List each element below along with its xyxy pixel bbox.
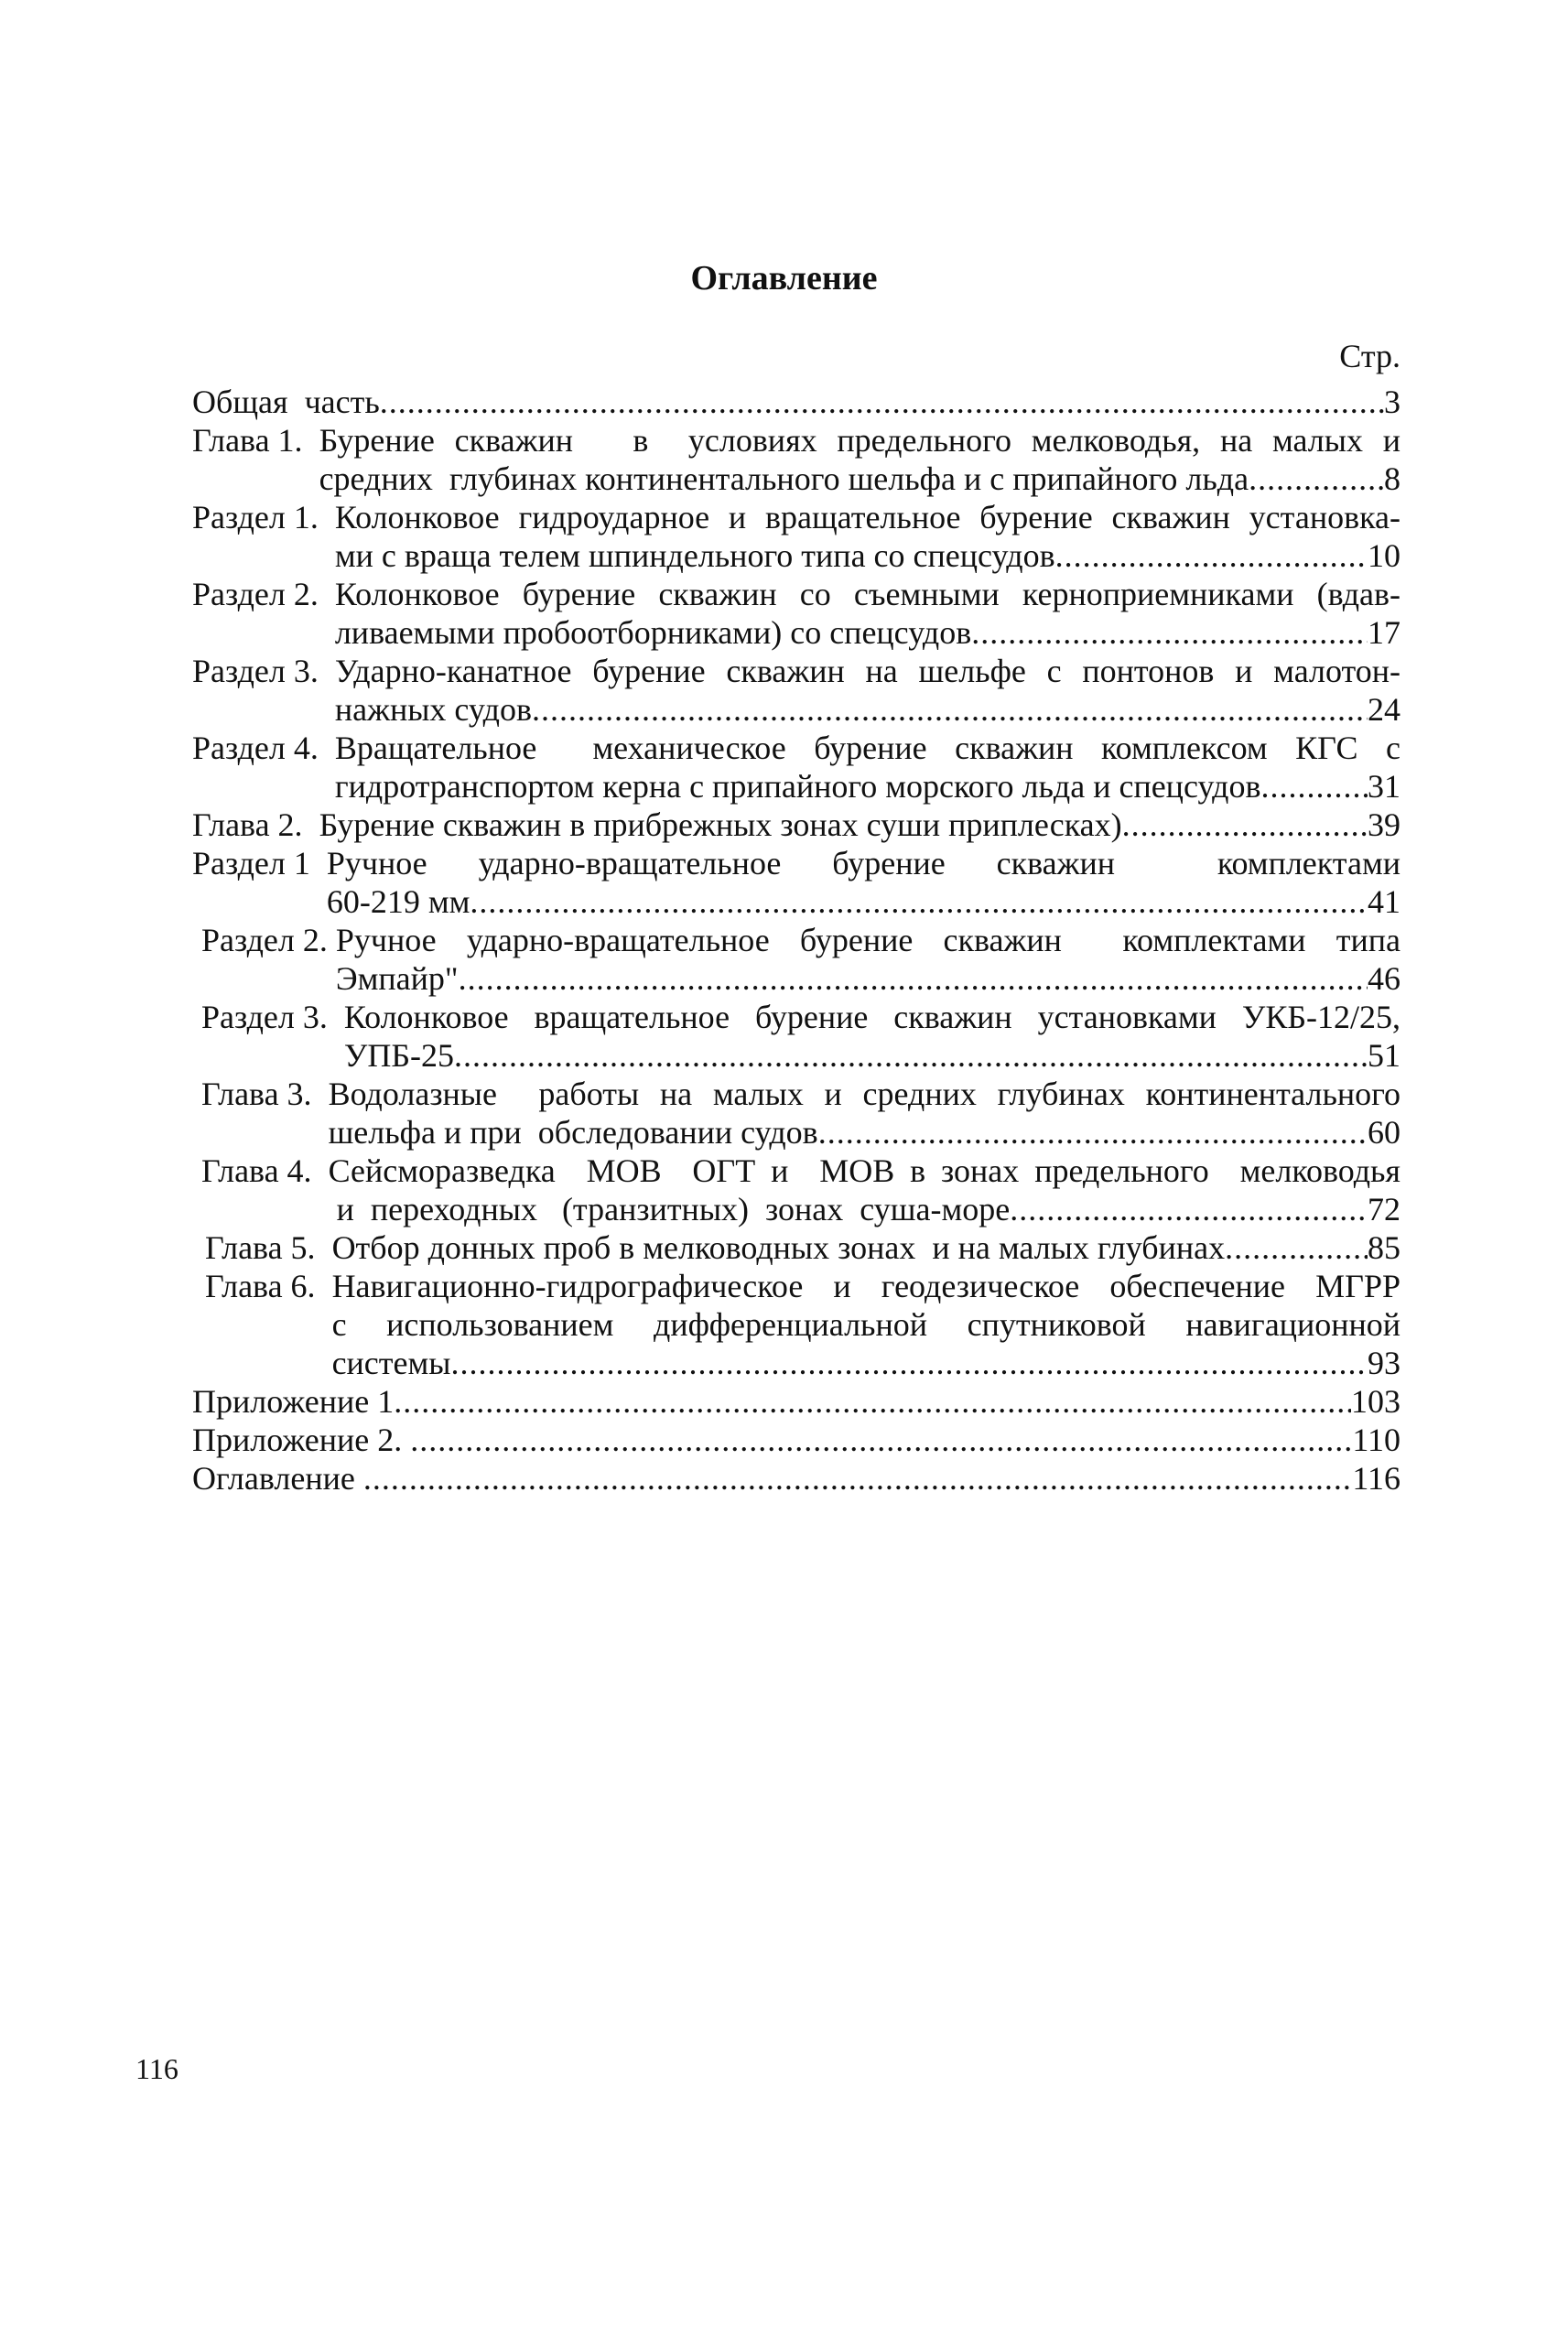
toc-entry — [192, 1382, 1400, 1421]
toc-entry-final-line — [329, 1113, 1400, 1152]
table-of-contents — [192, 337, 1400, 1498]
toc-entry-final-line — [335, 690, 1400, 729]
toc-entry — [192, 1267, 1400, 1382]
toc-entry-text: УПБ-25 — [343, 1037, 454, 1074]
toc-entry-text: ми с враща телем шпиндельного типа со спецсудов — [334, 537, 1055, 574]
toc-entry-text: Колонковое бурение скважин со съемными керноприемниками (вдав- — [334, 576, 1400, 612]
toc-entry-final-line — [192, 1459, 1400, 1498]
toc-entry — [192, 729, 1400, 806]
dot-leader — [1055, 536, 1368, 575]
toc-entry-text-line — [335, 729, 1400, 767]
toc-entry — [192, 1421, 1400, 1459]
toc-entry-text-line — [327, 844, 1400, 882]
toc-page-number: 85 — [1368, 1229, 1400, 1266]
toc-entry — [192, 383, 1400, 421]
toc-entry-final-line — [192, 1421, 1400, 1459]
toc-entry-text-line — [335, 498, 1400, 536]
toc-entry-text-line — [329, 1075, 1400, 1113]
toc-entry-text: Отбор донных проб в мелководных зонах и на малых глубинах — [331, 1229, 1226, 1266]
toc-entry — [192, 1152, 1400, 1228]
dot-leader — [450, 1344, 1368, 1382]
toc-entry-label: Раздел 3. — [201, 999, 344, 1035]
toc-page-number: 110 — [1352, 1422, 1400, 1458]
toc-entry-text: Оглавление — [192, 1460, 363, 1497]
toc-entry-label: Глава 3. — [201, 1076, 329, 1112]
toc-entry-text-line — [319, 421, 1400, 460]
toc-entry — [192, 806, 1400, 844]
toc-entry-label: Глава 5. — [205, 1229, 332, 1266]
toc-entry — [192, 1228, 1400, 1267]
toc-page-number: 46 — [1368, 960, 1400, 997]
dot-leader — [454, 1036, 1368, 1075]
toc-entry-text: Приложение 1 — [192, 1383, 395, 1420]
toc-entry-text: Колонковое гидроударное и вращательное бурение скважин установка- — [334, 499, 1400, 535]
toc-page-number: 39 — [1368, 806, 1400, 843]
toc-entry-label: Глава 1. — [192, 422, 319, 459]
page-column-header: Стр. — [1339, 338, 1400, 374]
toc-page-number: 17 — [1368, 614, 1400, 651]
toc-page-number: 24 — [1368, 691, 1400, 728]
toc-entry-text: Ручное ударно-вращательное бурение скважин комплектами — [326, 845, 1400, 881]
toc-entry — [192, 1075, 1400, 1152]
toc-entry-text: ливаемыми пробоотборниками) со спецсудов — [334, 614, 972, 651]
toc-entry-label: Раздел 1 — [192, 845, 327, 881]
toc-entry-text-line — [332, 1305, 1400, 1344]
toc-entry — [192, 421, 1400, 498]
toc-entry-final-line — [332, 1344, 1400, 1382]
toc-page-number: 41 — [1368, 883, 1400, 920]
toc-entry-label: Глава 6. — [205, 1268, 332, 1304]
toc-entry-final-line — [335, 536, 1400, 575]
dot-leader — [380, 383, 1384, 421]
toc-entry-label: Раздел 4. — [192, 730, 335, 766]
toc-page-number: 116 — [1352, 1460, 1400, 1497]
toc-entry-final-line — [344, 1036, 1400, 1075]
toc-entry-final-line — [336, 959, 1400, 998]
dot-leader — [363, 1459, 1352, 1498]
toc-entry-final-line — [335, 613, 1400, 652]
toc-page-number: 93 — [1368, 1345, 1400, 1381]
toc-page-number: 8 — [1384, 460, 1400, 497]
toc-entry-text: и переходных (транзитных) зонах суша-море — [328, 1191, 1011, 1227]
toc-entry-label: Раздел 2. — [201, 922, 336, 958]
toc-page-number: 72 — [1368, 1191, 1400, 1227]
toc-entry-text-line — [332, 1267, 1400, 1305]
toc-entry-label: Глава 4. — [201, 1152, 329, 1189]
toc-entry-final-line — [327, 882, 1400, 921]
dot-leader — [470, 882, 1368, 921]
toc-entries — [192, 383, 1400, 1498]
dot-leader — [1010, 1190, 1368, 1228]
toc-entry-final-line — [192, 383, 1400, 421]
toc-page-number: 31 — [1368, 768, 1400, 805]
toc-entry-text-line — [336, 921, 1400, 959]
toc-entry — [192, 921, 1400, 998]
page-number: 116 — [135, 2052, 178, 2085]
toc-entry-final-line — [319, 460, 1400, 498]
toc-entry-text: шельфа и при обследовании судов — [328, 1114, 818, 1151]
toc-entry — [192, 1459, 1400, 1498]
dot-leader — [410, 1421, 1352, 1459]
toc-entry-text: Бурение скважин в прибрежных зонах суши приплесках) — [319, 806, 1122, 843]
toc-entry — [192, 498, 1400, 575]
page-title: Оглавление — [690, 259, 878, 297]
toc-entry-final-line — [192, 1382, 1400, 1421]
dot-leader — [1261, 767, 1368, 806]
dot-leader — [1122, 806, 1368, 844]
toc-page-number: 3 — [1384, 384, 1400, 420]
toc-entry-label: Раздел 1. — [192, 499, 335, 535]
toc-page-number: 51 — [1368, 1037, 1400, 1074]
toc-entry-text: системы — [331, 1345, 451, 1381]
dot-leader — [394, 1382, 1351, 1421]
toc-entry-final-line — [329, 1190, 1400, 1228]
dot-leader — [818, 1113, 1368, 1152]
toc-entry-text: Ударно-канатное бурение скважин на шельфе с понтонов и малотон- — [334, 653, 1400, 689]
toc-entry-label: Глава 2. — [192, 806, 319, 843]
toc-entry-text-line — [329, 1152, 1400, 1190]
toc-entry-text: Водолазные работы на малых и средних глубинах континентального — [328, 1076, 1400, 1112]
toc-entry-final-line — [332, 1228, 1400, 1267]
toc-entry-text-line — [335, 575, 1400, 613]
toc-entry-text: гидротранспортом керна с припайного морского льда и спецсудов — [334, 768, 1261, 805]
toc-entry-text: Навигационно-гидрографическое и геодезическое обеспечение МГРР — [331, 1268, 1400, 1304]
toc-entry — [192, 844, 1400, 921]
toc-entry-text: Эмпайр" — [335, 960, 459, 997]
toc-entry — [192, 998, 1400, 1075]
toc-entry-text: Колонковое вращательное бурение скважин установками УКБ-12/25, — [343, 999, 1400, 1035]
toc-entry — [192, 652, 1400, 729]
toc-entry-final-line — [319, 806, 1400, 844]
toc-entry-text: средних глубинах континентального шельфа и с припайного льда — [319, 460, 1249, 497]
toc-entry-label: Раздел 3. — [192, 653, 335, 689]
toc-entry-text: Сейсморазведка МОВ ОГТ и МОВ в зонах предельного мелководья — [328, 1152, 1400, 1189]
toc-entry-label: Раздел 2. — [192, 576, 335, 612]
toc-entry-text: Общая часть — [192, 384, 380, 420]
dot-leader — [532, 690, 1368, 729]
dot-leader — [459, 959, 1368, 998]
toc-entry-text: Приложение 2. — [192, 1422, 411, 1458]
dot-leader — [971, 613, 1368, 652]
toc-entry-final-line — [335, 767, 1400, 806]
toc-page-number: 10 — [1368, 537, 1400, 574]
dot-leader — [1249, 460, 1384, 498]
toc-page-number: 60 — [1368, 1114, 1400, 1151]
toc-page-number: 103 — [1351, 1383, 1400, 1420]
toc-entry-text: 60-219 мм — [326, 883, 470, 920]
toc-entry — [192, 575, 1400, 652]
toc-entry-text: Ручное ударно-вращательное бурение скважин комплектами типа — [335, 922, 1400, 958]
toc-entry-text-line — [344, 998, 1400, 1036]
toc-entry-text: Бурение скважин в условиях предельного мелководья, на малых и — [319, 422, 1400, 459]
dot-leader — [1225, 1228, 1368, 1267]
toc-entry-text: нажных судов — [334, 691, 532, 728]
toc-entry-text: Вращательное механическое бурение скважин комплексом КГС с — [334, 730, 1400, 766]
toc-entry-text-line — [335, 652, 1400, 690]
toc-entry-text: с использованием дифференциальной спутниковой навигационной — [331, 1306, 1400, 1343]
